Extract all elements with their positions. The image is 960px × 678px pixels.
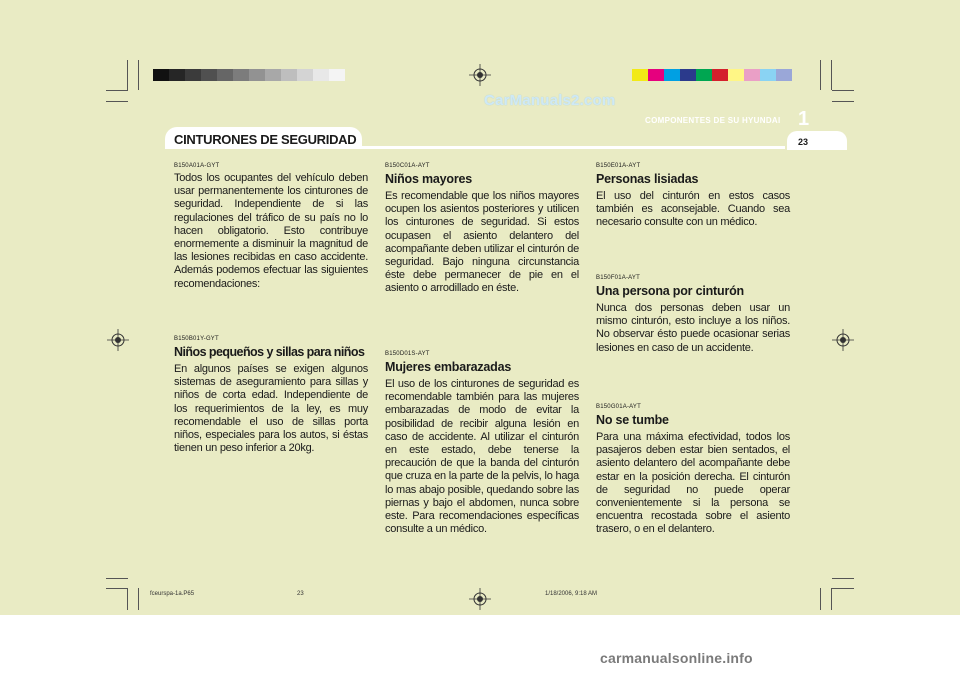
footer-watermark[interactable]: carmanualsonline.info [600, 650, 753, 666]
color-swatch [744, 69, 760, 81]
crop-mark [106, 578, 128, 579]
gray-swatch [185, 69, 201, 81]
crop-mark [832, 588, 854, 589]
gray-swatch [249, 69, 265, 81]
footer-page: 23 [297, 591, 304, 597]
gray-swatch [201, 69, 217, 81]
crop-mark [138, 588, 139, 610]
crop-mark [127, 60, 128, 90]
section-title: CINTURONES DE SEGURIDAD [174, 132, 357, 147]
page-number: 23 [798, 137, 809, 147]
gray-swatch [233, 69, 249, 81]
crop-mark [832, 101, 854, 102]
section-body: Todos los ocupantes del vehículo deben usar permanentemente los cinturones de seguridad. Independiente de si las regulaciones del tráfico de su país no lo hacen obligatorio. Esto contribuye enormemente a disminuir la magnitud de las lesiones recibidas en caso accidente. Además podemos efectuar las siguientes recomendaciones: [174, 172, 368, 290]
gray-swatch [313, 69, 329, 81]
section-code: B150E01A-AYT [596, 163, 641, 169]
text-column-2b [385, 351, 579, 536]
text-column-3c [596, 404, 790, 537]
color-swatch [648, 69, 664, 81]
page-tab [787, 131, 847, 150]
crop-mark [820, 588, 821, 610]
section-code: B150A01A-GYT [174, 163, 220, 169]
crop-mark [831, 60, 832, 90]
crop-mark [832, 90, 854, 91]
color-swatch [712, 69, 728, 81]
color-swatch [696, 69, 712, 81]
gray-swatch [329, 69, 345, 81]
registration-mark-icon [469, 588, 491, 610]
footer-file: fceurspa-1a.P65 [150, 591, 195, 597]
section-code: B150B01Y-GYT [174, 336, 219, 342]
gray-swatch [153, 69, 169, 81]
crop-mark [820, 60, 821, 90]
color-swatch [776, 69, 792, 81]
section-code: B150C01A-AYT [385, 163, 430, 169]
crop-mark [106, 101, 128, 102]
section-heading: Una persona por cinturón [596, 284, 744, 298]
registration-mark-icon [832, 329, 854, 351]
color-swatch [632, 69, 648, 81]
section-heading: Niños pequeños y sillas para niños [174, 345, 365, 359]
section-heading: No se tumbe [596, 413, 669, 427]
chapter-label: COMPONENTES DE SU HYUNDAI [645, 116, 781, 125]
section-heading: Niños mayores [385, 172, 473, 186]
section-body: Es recomendable que los niños mayores ocupen los asientos posteriores y utilicen los cinturones de seguridad. Si estos ocupasen el asiento delantero del acompañante deben utilizar el cinturón de seguridad. Bajo ninguna circunstancia éste debe permanecer de pie en el asiento o arrodillado en éste. [385, 190, 579, 295]
watermark[interactable]: CarManuals2.com [484, 92, 616, 109]
section-heading: Mujeres embarazadas [385, 360, 512, 374]
chapter-number: 1 [798, 108, 810, 130]
bottom-margin [0, 615, 960, 678]
section-code: B150G01A-AYT [596, 404, 641, 410]
section-body: El uso de los cinturones de seguridad es recomendable también para las mujeres embarazadas de modo de evitar la posibilidad de recibir alguna lesión en caso de accidente. Al utilizar el cinturón en este estado, debe tenerse la precaución de que la banda del cinturón que cruza en la parte de la pelvis, lo haga lo mas abajo posible, quedando sobre las piernas y bajo el abdomen, nunca sobre este. Para recomendaciones específicas consulte a un médico. [385, 378, 579, 536]
gray-swatch [169, 69, 185, 81]
section-body: Nunca dos personas deben usar un mismo cinturón, esto incluye a los niños. No observar ésto puede ocasionar serias lesiones en caso de un accidente. [596, 302, 790, 354]
color-swatch [680, 69, 696, 81]
crop-mark [138, 60, 139, 90]
crop-mark [127, 588, 128, 610]
gray-swatch [265, 69, 281, 81]
gray-swatch [297, 69, 313, 81]
text-column-1b [174, 336, 368, 455]
gray-swatch [217, 69, 233, 81]
section-body: El uso del cinturón en estos casos también es aconsejable. Cuando sea necesario consulte con un médico. [596, 190, 790, 229]
text-column-1 [174, 163, 368, 291]
text-column-3b [596, 275, 790, 355]
footer-date: 1/18/2006, 9:18 AM [545, 591, 598, 597]
grayscale-bar [153, 69, 345, 81]
crop-mark [832, 578, 854, 579]
text-column-3 [596, 163, 790, 230]
text-column-2 [385, 163, 579, 296]
registration-mark-icon [469, 64, 491, 86]
registration-mark-icon [107, 329, 129, 351]
section-heading: Personas lisiadas [596, 172, 699, 186]
section-body: En algunos países se exigen algunos sistemas de aseguramiento para sillas y niños de corta edad. Independiente de los requerimientos de la ley, es muy recomendable el uso de sillas porta niños, especiales para los autos, si éstas tienen un peso inferior a 20kg. [174, 363, 368, 455]
section-code: B150F01A-AYT [596, 275, 640, 281]
crop-mark [106, 90, 128, 91]
color-swatch [728, 69, 744, 81]
color-swatch [664, 69, 680, 81]
section-code: B150D01S-AYT [385, 351, 430, 357]
crop-mark [831, 588, 832, 610]
color-calibration-bar [632, 69, 792, 81]
gray-swatch [281, 69, 297, 81]
section-body: Para una máxima efectividad, todos los pasajeros deben estar bien sentados, el asiento delantero del acompañante debe estar en la posición derecha. El cinturón de seguridad no puede operar convenientemente si la persona se encuentra recostada sobre el asiento trasero, o en el delantero. [596, 431, 790, 536]
crop-mark [106, 588, 128, 589]
color-swatch [760, 69, 776, 81]
